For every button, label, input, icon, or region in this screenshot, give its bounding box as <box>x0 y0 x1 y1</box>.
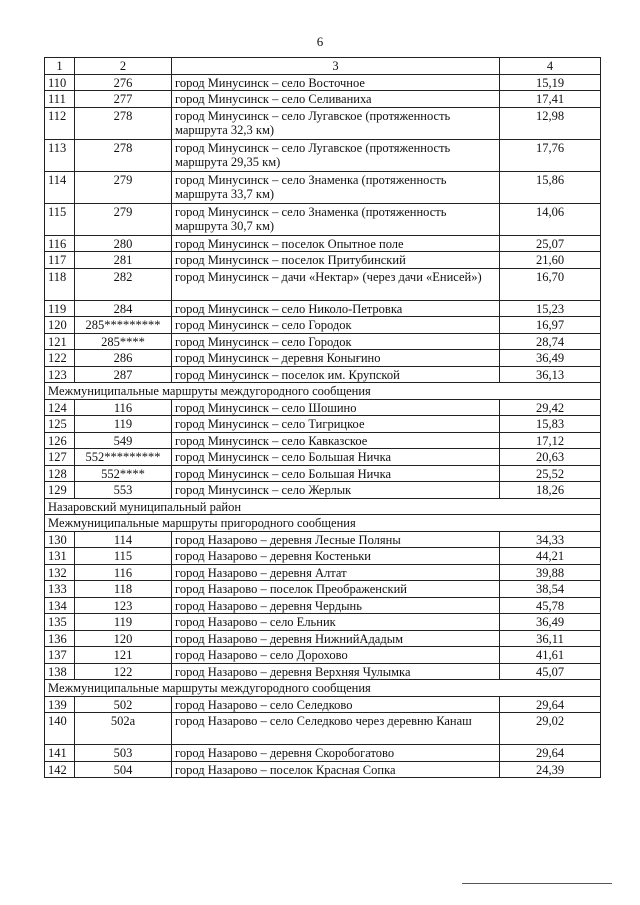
table-row <box>45 300 601 317</box>
price-cell: 15,19 <box>500 74 601 91</box>
table-row <box>45 91 601 108</box>
row-number-cell: 111 <box>45 91 75 108</box>
route-code-cell: 552**** <box>75 465 172 482</box>
route-name-cell: город Минусинск – село Селиваниха <box>172 91 500 108</box>
route-name-cell: город Минусинск – село Лугавское (протяженность маршрута 29,35 км) <box>172 139 500 171</box>
route-code-cell: 116 <box>75 564 172 581</box>
price-cell: 17,12 <box>500 432 601 449</box>
price-cell: 24,39 <box>500 761 601 778</box>
section-title: Межмуниципальные маршруты междугородного сообщения <box>45 383 601 400</box>
route-name-cell: город Назарово – деревня НижнийАдадым <box>172 630 500 647</box>
table-row <box>45 74 601 91</box>
section-title: Межмуниципальные маршруты междугородного сообщения <box>45 680 601 697</box>
row-number-cell: 120 <box>45 317 75 334</box>
route-name-cell: город Назарово – село Ельник <box>172 614 500 631</box>
section-row <box>45 383 601 400</box>
routes-table <box>44 57 601 778</box>
route-code-cell: 284 <box>75 300 172 317</box>
price-cell: 38,54 <box>500 581 601 598</box>
route-name-cell: город Минусинск – село Большая Ничка <box>172 465 500 482</box>
route-code-cell: 504 <box>75 761 172 778</box>
table-row <box>45 139 601 171</box>
route-code-cell: 114 <box>75 531 172 548</box>
row-number-cell: 129 <box>45 482 75 499</box>
route-code-cell: 278 <box>75 107 172 139</box>
route-code-cell: 279 <box>75 203 172 235</box>
table-row <box>45 531 601 548</box>
route-code-cell: 285********* <box>75 317 172 334</box>
price-cell: 41,61 <box>500 647 601 664</box>
route-code-cell: 122 <box>75 663 172 680</box>
column-header: 4 <box>500 58 601 75</box>
route-code-cell: 280 <box>75 235 172 252</box>
row-number-cell: 118 <box>45 268 75 300</box>
page-number: 6 <box>316 34 324 49</box>
row-number-cell: 115 <box>45 203 75 235</box>
route-name-cell: город Минусинск – село Восточное <box>172 74 500 91</box>
price-cell: 34,33 <box>500 531 601 548</box>
price-cell: 36,49 <box>500 614 601 631</box>
route-name-cell: город Назарово – поселок Красная Сопка <box>172 761 500 778</box>
route-name-cell: город Минусинск – поселок им. Крупской <box>172 366 500 383</box>
route-name-cell: город Минусинск – деревня Конығино <box>172 350 500 367</box>
table-row <box>45 630 601 647</box>
row-number-cell: 138 <box>45 663 75 680</box>
route-code-cell: 502а <box>75 713 172 745</box>
section-title: Межмуниципальные маршруты пригородного сообщения <box>45 515 601 532</box>
price-cell: 36,11 <box>500 630 601 647</box>
price-cell: 25,52 <box>500 465 601 482</box>
route-name-cell: город Минусинск – село Знаменка (протяженность маршрута 30,7 км) <box>172 203 500 235</box>
route-name-cell: город Назарово – деревня Скоробогатово <box>172 745 500 762</box>
price-cell: 39,88 <box>500 564 601 581</box>
price-cell: 17,41 <box>500 91 601 108</box>
route-name-cell: город Назарово – село Дорохово <box>172 647 500 664</box>
row-number-cell: 141 <box>45 745 75 762</box>
row-number-cell: 135 <box>45 614 75 631</box>
table-row <box>45 399 601 416</box>
route-name-cell: город Назарово – деревня Лесные Поляны <box>172 531 500 548</box>
route-name-cell: город Минусинск – дачи «Нектар» (через дачи «Енисей») <box>172 268 500 300</box>
price-cell: 29,42 <box>500 399 601 416</box>
row-number-cell: 130 <box>45 531 75 548</box>
route-code-cell: 282 <box>75 268 172 300</box>
price-cell: 17,76 <box>500 139 601 171</box>
row-number-cell: 121 <box>45 333 75 350</box>
route-code-cell: 286 <box>75 350 172 367</box>
table-row <box>45 171 601 203</box>
route-code-cell: 121 <box>75 647 172 664</box>
route-code-cell: 277 <box>75 91 172 108</box>
column-header: 3 <box>172 58 500 75</box>
route-name-cell: город Минусинск – село Городок <box>172 317 500 334</box>
section-title: Назаровский муниципальный район <box>45 498 601 515</box>
table-row <box>45 268 601 300</box>
row-number-cell: 114 <box>45 171 75 203</box>
route-code-cell: 279 <box>75 171 172 203</box>
route-name-cell: город Минусинск – поселок Притубинский <box>172 252 500 269</box>
table-row <box>45 745 601 762</box>
section-row <box>45 498 601 515</box>
row-number-cell: 124 <box>45 399 75 416</box>
route-code-cell: 115 <box>75 548 172 565</box>
route-name-cell: город Минусинск – село Кавказское <box>172 432 500 449</box>
table-row <box>45 713 601 745</box>
row-number-cell: 131 <box>45 548 75 565</box>
route-code-cell: 116 <box>75 399 172 416</box>
price-cell: 15,83 <box>500 416 601 433</box>
route-code-cell: 120 <box>75 630 172 647</box>
table-row <box>45 548 601 565</box>
route-name-cell: город Минусинск – поселок Опытное поле <box>172 235 500 252</box>
route-name-cell: город Минусинск – село Шошино <box>172 399 500 416</box>
price-cell: 29,02 <box>500 713 601 745</box>
route-code-cell: 278 <box>75 139 172 171</box>
price-cell: 29,64 <box>500 745 601 762</box>
row-number-cell: 113 <box>45 139 75 171</box>
price-cell: 15,86 <box>500 171 601 203</box>
row-number-cell: 134 <box>45 597 75 614</box>
table-row <box>45 647 601 664</box>
route-code-cell: 502 <box>75 696 172 713</box>
table-header-row <box>45 58 601 75</box>
price-cell: 15,23 <box>500 300 601 317</box>
route-name-cell: город Назарово – деревня Чердынь <box>172 597 500 614</box>
row-number-cell: 136 <box>45 630 75 647</box>
route-name-cell: город Минусинск – село Лугавское (протяженность маршрута 32,3 км) <box>172 107 500 139</box>
price-cell: 21,60 <box>500 252 601 269</box>
route-code-cell: 552********* <box>75 449 172 466</box>
route-code-cell: 119 <box>75 416 172 433</box>
price-cell: 16,70 <box>500 268 601 300</box>
footer-rule <box>462 883 612 884</box>
route-code-cell: 287 <box>75 366 172 383</box>
route-name-cell: город Назарово – село Селедково через деревню Канаш <box>172 713 500 745</box>
route-code-cell: 118 <box>75 581 172 598</box>
route-name-cell: город Назарово – деревня Костеньки <box>172 548 500 565</box>
price-cell: 28,74 <box>500 333 601 350</box>
row-number-cell: 123 <box>45 366 75 383</box>
route-code-cell: 553 <box>75 482 172 499</box>
price-cell: 16,97 <box>500 317 601 334</box>
route-name-cell: город Минусинск – село Знаменка (протяженность маршрута 33,7 км) <box>172 171 500 203</box>
row-number-cell: 142 <box>45 761 75 778</box>
column-header: 1 <box>45 58 75 75</box>
route-code-cell: 276 <box>75 74 172 91</box>
table-row <box>45 432 601 449</box>
route-name-cell: город Назарово – поселок Преображенский <box>172 581 500 598</box>
row-number-cell: 126 <box>45 432 75 449</box>
table-row <box>45 597 601 614</box>
table-row <box>45 564 601 581</box>
price-cell: 29,64 <box>500 696 601 713</box>
section-row <box>45 680 601 697</box>
table-row <box>45 449 601 466</box>
table-row <box>45 761 601 778</box>
row-number-cell: 139 <box>45 696 75 713</box>
route-name-cell: город Назарово – село Селедково <box>172 696 500 713</box>
row-number-cell: 110 <box>45 74 75 91</box>
price-cell: 45,07 <box>500 663 601 680</box>
row-number-cell: 127 <box>45 449 75 466</box>
table-row <box>45 614 601 631</box>
price-cell: 44,21 <box>500 548 601 565</box>
row-number-cell: 140 <box>45 713 75 745</box>
route-name-cell: город Минусинск – село Большая Ничка <box>172 449 500 466</box>
table-row <box>45 663 601 680</box>
table-row <box>45 333 601 350</box>
route-code-cell: 503 <box>75 745 172 762</box>
row-number-cell: 133 <box>45 581 75 598</box>
table-row <box>45 482 601 499</box>
table-row <box>45 416 601 433</box>
table-row <box>45 696 601 713</box>
column-header: 2 <box>75 58 172 75</box>
row-number-cell: 122 <box>45 350 75 367</box>
row-number-cell: 112 <box>45 107 75 139</box>
table-row <box>45 581 601 598</box>
route-name-cell: город Назарово – деревня Алтат <box>172 564 500 581</box>
table-row <box>45 317 601 334</box>
price-cell: 45,78 <box>500 597 601 614</box>
route-name-cell: город Минусинск – село Николо-Петровка <box>172 300 500 317</box>
route-code-cell: 281 <box>75 252 172 269</box>
table-row <box>45 350 601 367</box>
route-code-cell: 285**** <box>75 333 172 350</box>
price-cell: 36,49 <box>500 350 601 367</box>
route-code-cell: 549 <box>75 432 172 449</box>
row-number-cell: 125 <box>45 416 75 433</box>
row-number-cell: 137 <box>45 647 75 664</box>
table-row <box>45 252 601 269</box>
price-cell: 18,26 <box>500 482 601 499</box>
table-row <box>45 235 601 252</box>
price-cell: 14,06 <box>500 203 601 235</box>
price-cell: 25,07 <box>500 235 601 252</box>
route-code-cell: 123 <box>75 597 172 614</box>
row-number-cell: 119 <box>45 300 75 317</box>
price-cell: 20,63 <box>500 449 601 466</box>
row-number-cell: 116 <box>45 235 75 252</box>
row-number-cell: 128 <box>45 465 75 482</box>
table-row <box>45 366 601 383</box>
table-row <box>45 107 601 139</box>
route-name-cell: город Минусинск – село Городок <box>172 333 500 350</box>
price-cell: 12,98 <box>500 107 601 139</box>
table-row <box>45 465 601 482</box>
row-number-cell: 132 <box>45 564 75 581</box>
section-row <box>45 515 601 532</box>
route-name-cell: город Назарово – деревня Верхняя Чулымка <box>172 663 500 680</box>
route-name-cell: город Минусинск – село Жерлык <box>172 482 500 499</box>
table-row <box>45 203 601 235</box>
route-code-cell: 119 <box>75 614 172 631</box>
route-name-cell: город Минусинск – село Тигрицкое <box>172 416 500 433</box>
price-cell: 36,13 <box>500 366 601 383</box>
row-number-cell: 117 <box>45 252 75 269</box>
